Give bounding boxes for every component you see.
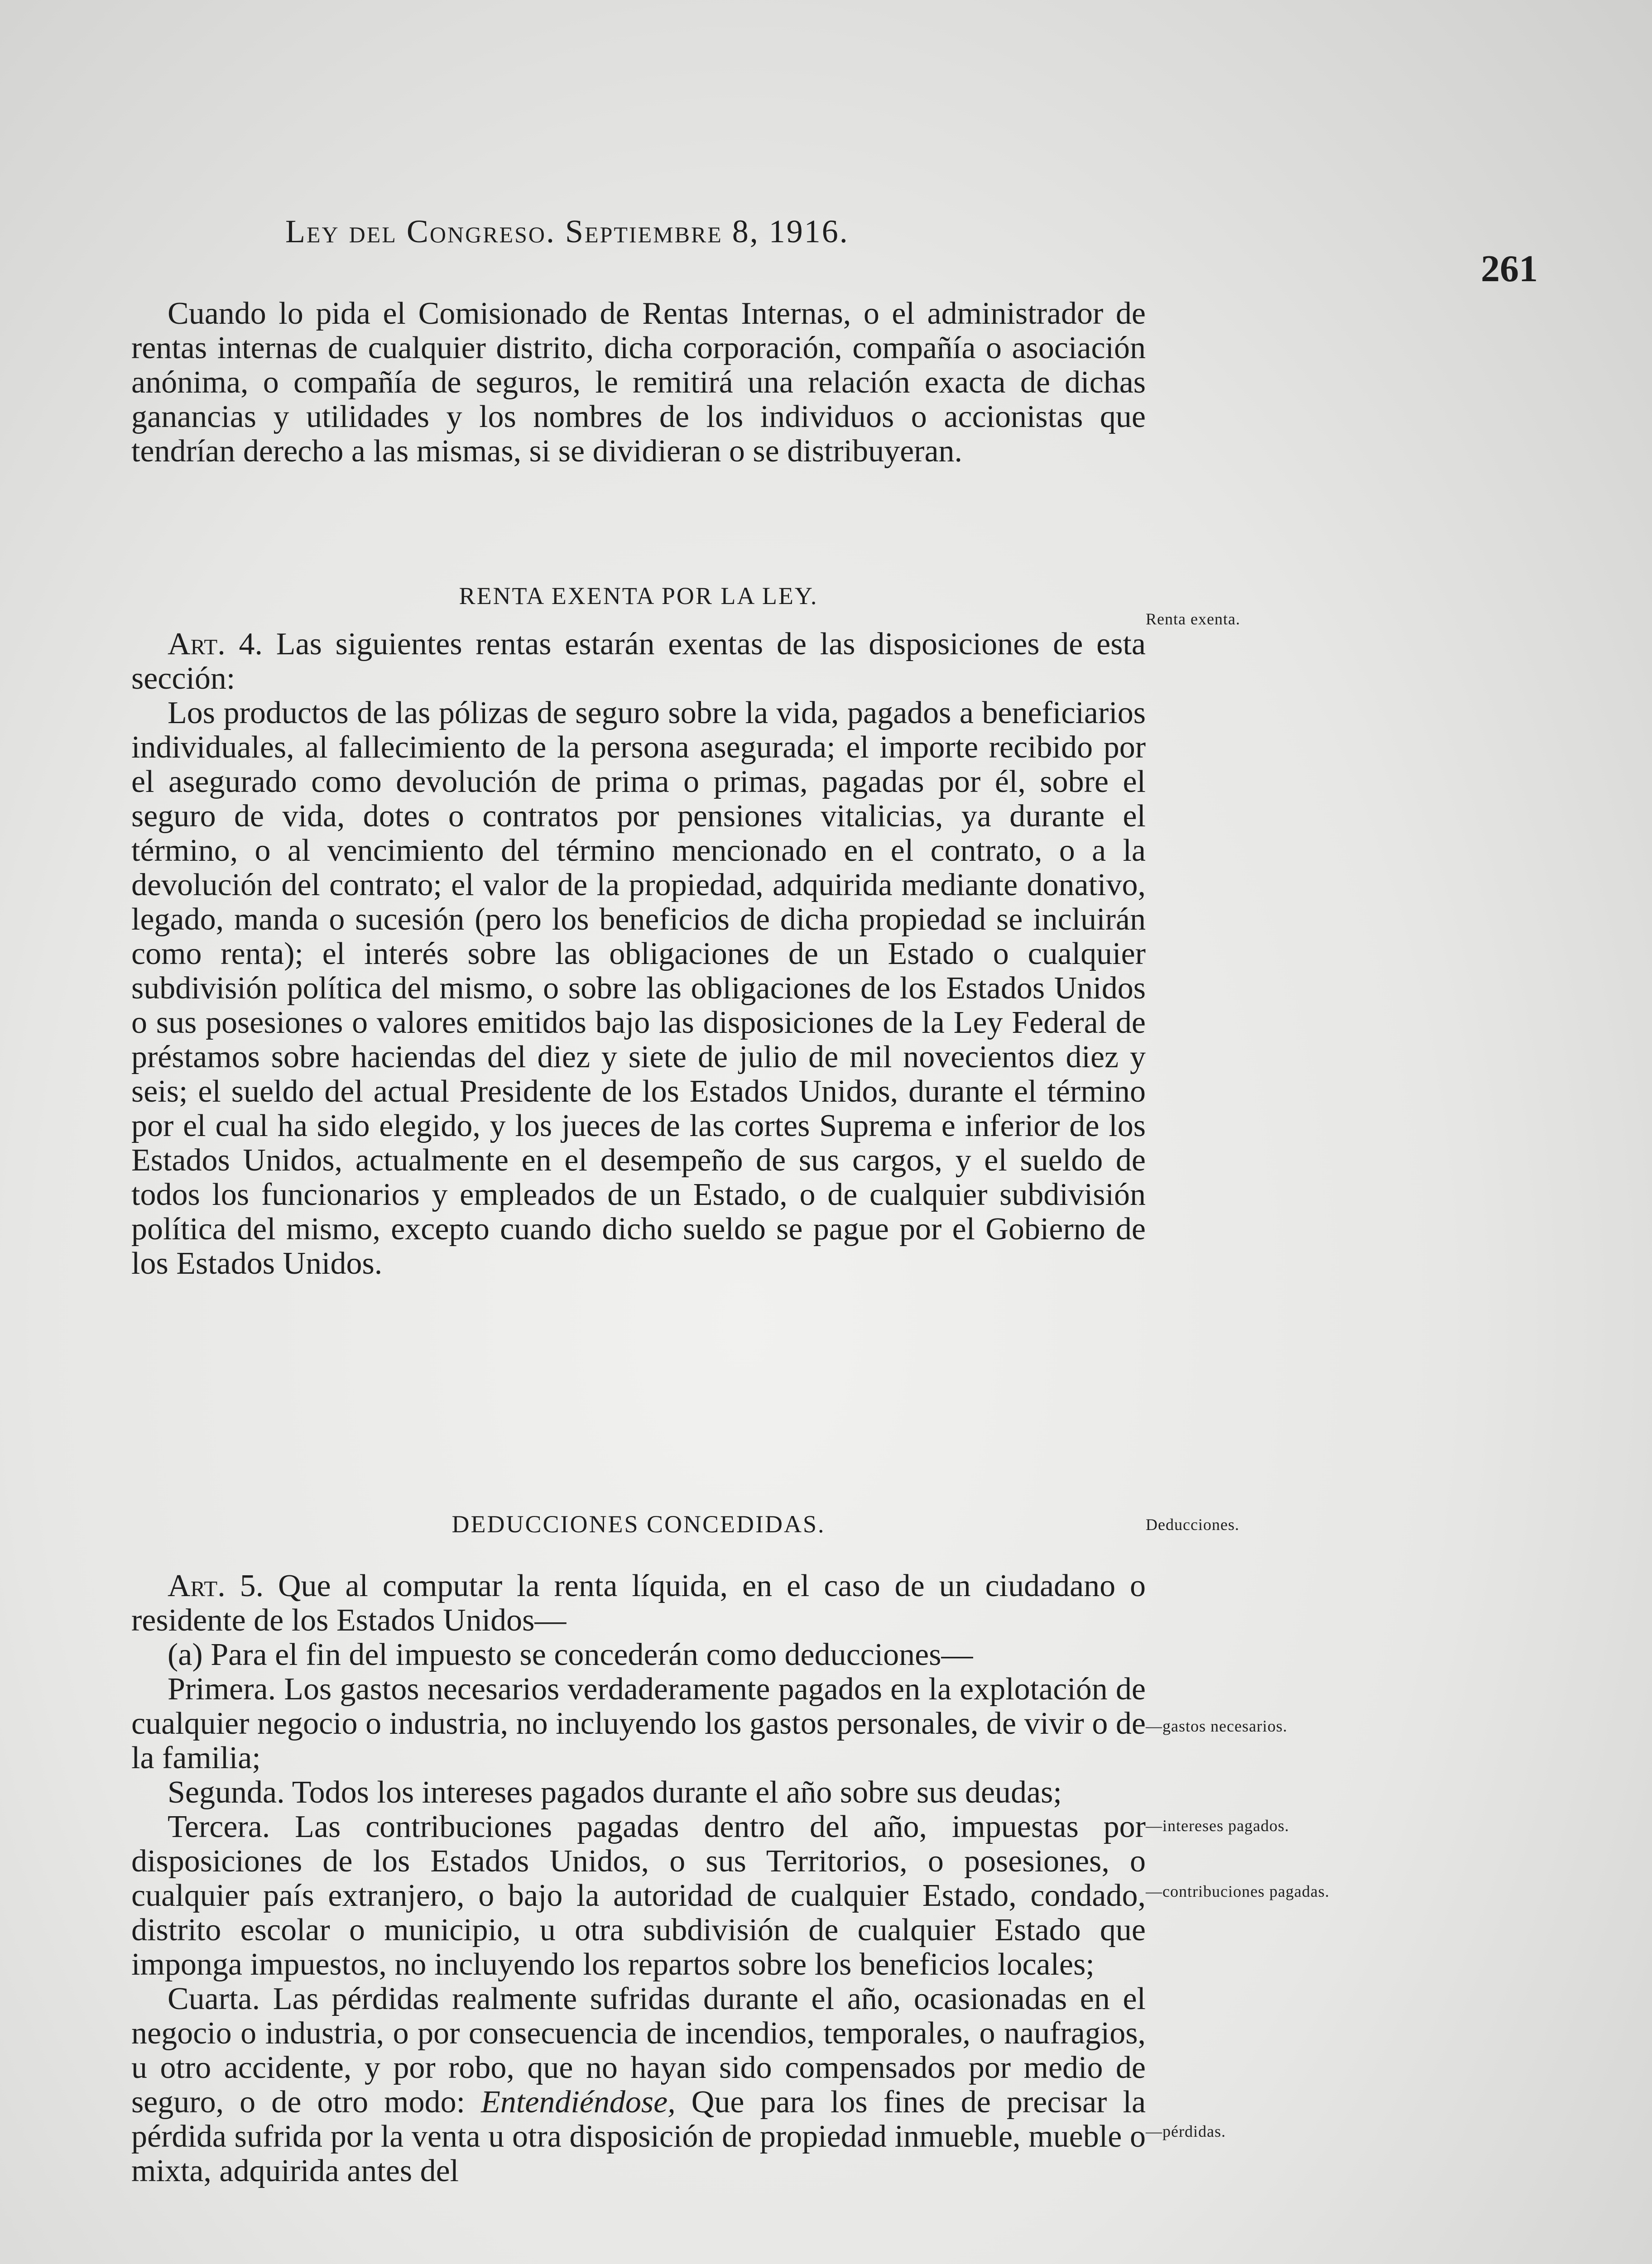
article-5-label: Art. 5. <box>168 1568 264 1603</box>
deduction-cuarta <box>131 1982 1146 2188</box>
article-4-label: Art. 4. <box>168 627 263 662</box>
article-5-text: Que al computar la renta líquida, en el caso de un ciudadano o residente de los Estados Unidos— <box>131 1568 1146 1638</box>
article-4-block <box>131 627 1146 1281</box>
intro-block <box>131 297 1146 469</box>
section-heading-renta-exenta: RENTA EXENTA POR LA LEY. <box>459 582 818 609</box>
article-4-body: Los productos de las pólizas de seguro sobre la vida, pagados a beneficiarios individuales, al fallecimiento de la persona asegurada; el importe recibido por el asegurado como devolución de prima o primas, pagadas por él, sobre el seguro de vida, dotes o contratos por pensiones vitalicias, ya durante el término, o al vencimiento del término mencionado en el contrato, o a la devolución del contrato; el valor de la propiedad, adquirida mediante donativo, legado, manda o sucesión (pero los beneficios de dicha propiedad se incluirán como renta); el interés sobre las obligaciones de un Estado o cualquier subdivisión política del mismo, o sobre las obligaciones de los Estados Unidos o sus posesiones o valores emitidos bajo las disposiciones de la Ley Federal de préstamos sobre haciendas del diez y siete de julio de mil novecientos diez y seis; el sueldo del actual Presidente de los Estados Unidos, durante el término por el cual ha sido elegido, y los jueces de las cortes Suprema e inferior de los Estados Unidos, actualmente en el desempeño de sus cargos, y el sueldo de todos los funcionarios y empleados de un Estado, o de cualquier subdivisión política del mismo, excepto cuando dicho sueldo se pague por el Gobierno de los Estados Unidos. <box>131 696 1146 1281</box>
article-4-text: Las siguientes rentas estarán exentas de las disposiciones de esta sección: <box>131 627 1146 696</box>
page-number: 261 <box>1481 248 1538 290</box>
deduction-tercera: Tercera. Las contribuciones pagadas dentro del año, impuestas por disposiciones de los Estados Unidos, o sus Territorios, o posesiones, o cualquier país extranjero, o bajo la autoridad de cualquier Estado, condado, distrito escolar o municipio, u otra subdivisión de cualquier Estado que imponga impuestos, no incluyendo los repartos sobre los beneficios locales; <box>131 1809 1146 1982</box>
cuarta-text-end: Que para los fines de precisar la pérdida sufrida por la venta u otra disposición de propiedad inmueble, mueble o mixta, adquirida antes del <box>131 2085 1146 2188</box>
article-4-intro <box>131 627 1146 696</box>
intro-paragraph: Cuando lo pida el Comisionado de Rentas Internas, o el administrador de rentas internas de cualquier distrito, dicha corporación, compañía o asociación anónima, o compañía de seguros, le remitirá una relación exacta de dichas ganancias y utilidades y los nombres de los individuos o accionistas que tendrían derecho a las mismas, si se dividieran o se distribuyeran. <box>131 296 1146 469</box>
article-5-intro <box>131 1569 1146 1638</box>
margin-note-intereses: —intereses pagados. <box>1146 1817 1289 1835</box>
deduction-primera: Primera. Los gastos necesarios verdaderamente pagados en la explotación de cualquier negocio o industria, no incluyendo los gastos personales, de vivir o de la familia; <box>131 1672 1146 1775</box>
margin-note-renta-exenta: Renta exenta. <box>1146 610 1240 628</box>
margin-note-deducciones: Deducciones. <box>1146 1516 1239 1534</box>
margin-note-perdidas: —pérdidas. <box>1146 2122 1226 2140</box>
cuarta-text-start: Cuarta. Las pérdidas realmente sufridas durante el año, ocasionadas en el negocio o industria, o por consecuencia de incendios, temporales, o naufragios, u otro accidente, y por robo, que no hayan sido compensados por medio de seguro, o de otro modo: <box>131 1981 1146 2120</box>
article-5-subsection-a: (a) Para el fin del impuesto se concederán como deducciones— <box>168 1637 973 1672</box>
section-heading-deducciones: DEDUCCIONES CONCEDIDAS. <box>451 1511 826 1538</box>
cuarta-italic: Entendiéndose, <box>481 2085 676 2120</box>
running-head: Ley del Congreso. Septiembre 8, 1916. <box>285 213 849 249</box>
margin-note-contribuciones: —contribuciones pagadas. <box>1146 1882 1330 1900</box>
margin-note-gastos: —gastos necesarios. <box>1146 1717 1287 1735</box>
deduction-segunda: Segunda. Todos los intereses pagados durante el año sobre sus deudas; <box>168 1775 1062 1810</box>
article-5-block <box>131 1569 1146 2188</box>
